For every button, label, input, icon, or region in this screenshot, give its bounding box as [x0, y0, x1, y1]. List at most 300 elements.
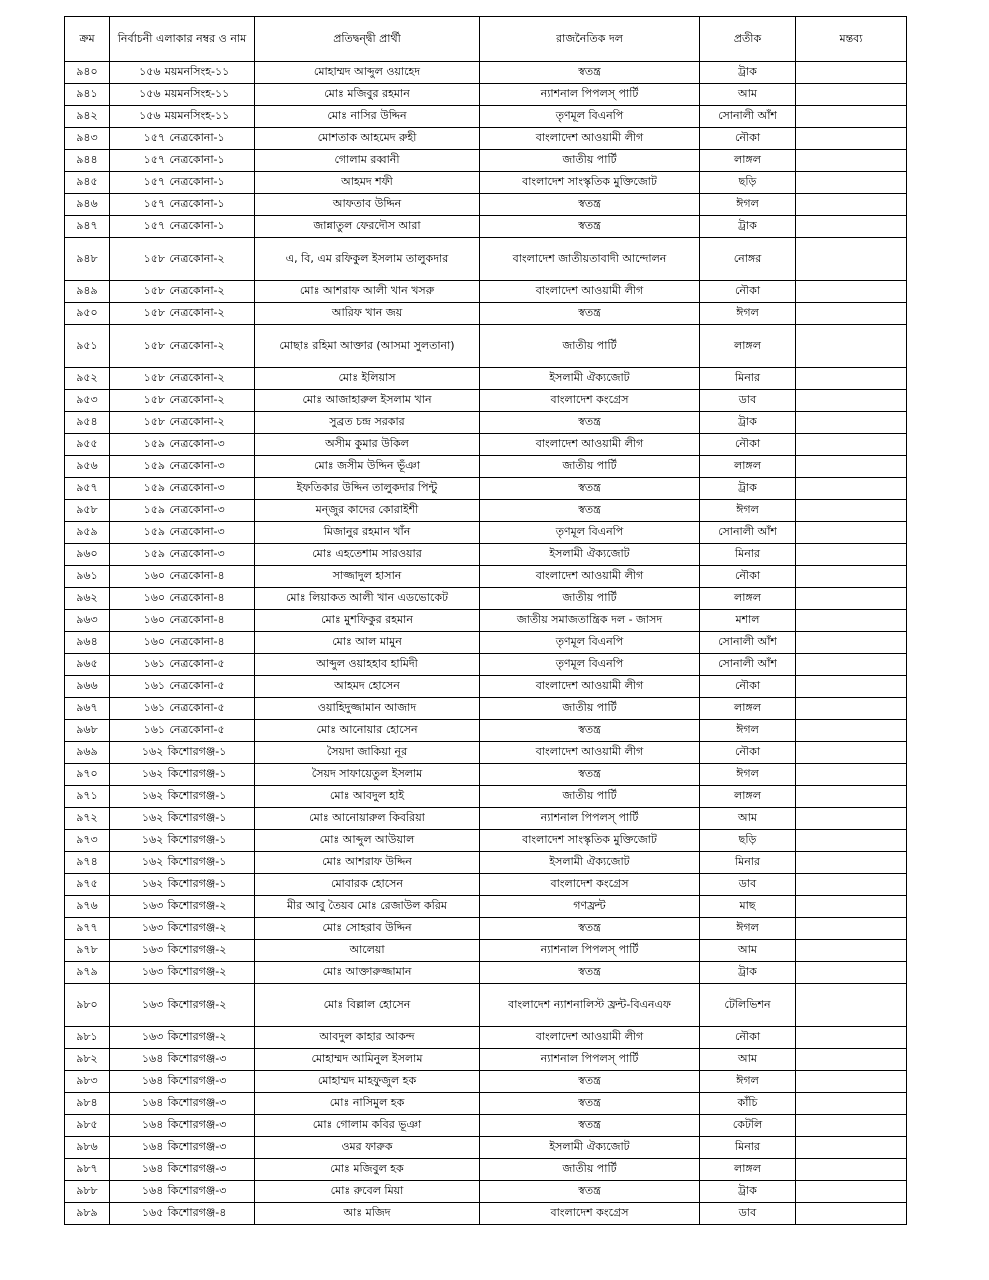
cell-area [110, 128, 255, 150]
table-row [65, 62, 907, 84]
cell-serial: ৯৭৭ [65, 918, 110, 940]
cell-serial: ৯৬৩ [65, 610, 110, 632]
cell-symbol: ছড়ি [700, 830, 796, 852]
cell-candidate: মোঃ রুবেল মিয়া [255, 1181, 480, 1203]
cell-candidate: মোঃ নাসিমুল হক [255, 1093, 480, 1115]
cell-area [110, 522, 255, 544]
cell-remarks [796, 940, 907, 962]
cell-serial: ৯৭৬ [65, 896, 110, 918]
cell-remarks [796, 106, 907, 128]
cell-candidate: মোঃ আশরাফ আলী খান খসরু [255, 281, 480, 303]
cell-remarks [796, 918, 907, 940]
table-row [65, 962, 907, 984]
cell-serial: ৯৪২ [65, 106, 110, 128]
cell-party: ন্যাশনাল পিপলস্ পার্টি [480, 1049, 700, 1071]
area-name: নেত্রকোনা-১ [169, 131, 225, 145]
area-number: ১৬৪ [141, 1162, 164, 1176]
cell-remarks [796, 588, 907, 610]
cell-symbol: ছড়ি [700, 172, 796, 194]
cell-serial: ৯৫৩ [65, 390, 110, 412]
cell-remarks [796, 412, 907, 434]
cell-serial: ৯৮৫ [65, 1115, 110, 1137]
cell-area [110, 918, 255, 940]
cell-symbol: মিনার [700, 544, 796, 566]
area-name: কিশোরগঞ্জ-২ [167, 899, 227, 913]
cell-candidate: ওয়াহিদুজ্জামান আজাদ [255, 698, 480, 720]
cell-serial: ৯৭৪ [65, 852, 110, 874]
cell-symbol: ট্রাক [700, 478, 796, 500]
cell-symbol: কেটলি [700, 1115, 796, 1137]
cell-party: বাংলাদেশ আওয়ামী লীগ [480, 676, 700, 698]
cell-remarks [796, 478, 907, 500]
header-candidate: প্রতিদ্বন্দ্বী প্রার্থী [255, 17, 480, 62]
cell-area [110, 172, 255, 194]
cell-candidate: মোহাম্মদ মাহফুজুল হক [255, 1071, 480, 1093]
cell-candidate: আরিফ খান জয় [255, 303, 480, 325]
cell-symbol: ট্রাক [700, 962, 796, 984]
cell-candidate: মোঃ আনোয়ারুল কিবরিয়া [255, 808, 480, 830]
cell-candidate: অসীম কুমার উকিল [255, 434, 480, 456]
table-row [65, 1071, 907, 1093]
table-row [65, 808, 907, 830]
cell-serial: ৯৮৭ [65, 1159, 110, 1181]
cell-serial: ৯৭৫ [65, 874, 110, 896]
cell-area [110, 1203, 255, 1225]
area-number: ১৬৩ [141, 899, 164, 913]
cell-remarks [796, 962, 907, 984]
area-number: ১৫৯ [143, 459, 166, 473]
cell-remarks [796, 216, 907, 238]
cell-remarks [796, 742, 907, 764]
cell-remarks [796, 522, 907, 544]
cell-area [110, 984, 255, 1027]
table-row [65, 172, 907, 194]
cell-area [110, 610, 255, 632]
cell-party: বাংলাদেশ জাতীয়তাবাদী আন্দোলন [480, 238, 700, 281]
cell-area [110, 1115, 255, 1137]
cell-party: স্বতন্ত্র [480, 918, 700, 940]
area-name: নেত্রকোনা-৪ [169, 613, 225, 627]
area-number: ১৫৯ [143, 481, 166, 495]
area-number: ১৬৫ [141, 1206, 164, 1220]
table-row [65, 918, 907, 940]
table-row [65, 610, 907, 632]
table-row [65, 500, 907, 522]
cell-remarks [796, 238, 907, 281]
cell-symbol: নৌকা [700, 676, 796, 698]
cell-serial: ৯৪৭ [65, 216, 110, 238]
area-number: ১৬২ [141, 789, 164, 803]
cell-serial: ৯৭২ [65, 808, 110, 830]
cell-remarks [796, 368, 907, 390]
cell-area [110, 588, 255, 610]
cell-party: স্বতন্ত্র [480, 194, 700, 216]
cell-remarks [796, 566, 907, 588]
cell-serial: ৯৫২ [65, 368, 110, 390]
cell-serial: ৯৪১ [65, 84, 110, 106]
cell-party: জাতীয় পার্টি [480, 698, 700, 720]
area-name: ময়মনসিংহ-১১ [164, 109, 230, 123]
area-number: ১৫৮ [143, 284, 166, 298]
cell-party: বাংলাদেশ আওয়ামী লীগ [480, 566, 700, 588]
cell-party: তৃণমূল বিএনপি [480, 522, 700, 544]
cell-remarks [796, 1027, 907, 1049]
cell-candidate: মোঃ মুশফিকুর রহমান [255, 610, 480, 632]
area-name: নেত্রকোনা-২ [169, 338, 225, 352]
cell-candidate: আবদুল কাহার আকন্দ [255, 1027, 480, 1049]
cell-candidate: আঃ মজিদ [255, 1203, 480, 1225]
cell-symbol: লাঙ্গল [700, 1159, 796, 1181]
cell-serial: ৯৫০ [65, 303, 110, 325]
cell-symbol: ঈগল [700, 500, 796, 522]
cell-candidate: মোবারক হোসেন [255, 874, 480, 896]
cell-area [110, 808, 255, 830]
cell-remarks [796, 434, 907, 456]
cell-area [110, 1093, 255, 1115]
cell-candidate: মীর আবু তৈয়ব মোঃ রেজাউল করিম [255, 896, 480, 918]
cell-candidate: মোশতাক আহমেদ রুহী [255, 128, 480, 150]
cell-candidate: আহমদ হোসেন [255, 676, 480, 698]
cell-remarks [796, 632, 907, 654]
cell-candidate: সৈয়দ সাফায়েতুল ইসলাম [255, 764, 480, 786]
cell-party: ইসলামী ঐক্যজোট [480, 368, 700, 390]
cell-party: জাতীয় পার্টি [480, 786, 700, 808]
cell-candidate: মোহাম্মদ আব্দুল ওয়াহেদ [255, 62, 480, 84]
cell-party: গণফ্রন্ট [480, 896, 700, 918]
table-row [65, 128, 907, 150]
cell-remarks [796, 544, 907, 566]
cell-candidate: মোঃ আনোয়ার হোসেন [255, 720, 480, 742]
cell-symbol: মশাল [700, 610, 796, 632]
cell-party: বাংলাদেশ আওয়ামী লীগ [480, 434, 700, 456]
cell-party: স্বতন্ত্র [480, 1181, 700, 1203]
area-name: কিশোরগঞ্জ-২ [167, 965, 227, 979]
table-row [65, 742, 907, 764]
cell-area [110, 720, 255, 742]
area-number: ১৬৪ [141, 1140, 164, 1154]
table-row [65, 676, 907, 698]
cell-serial: ৯৬৭ [65, 698, 110, 720]
header-party: রাজনৈতিক দল [480, 17, 700, 62]
cell-symbol: ট্রাক [700, 216, 796, 238]
cell-party: ইসলামী ঐক্যজোট [480, 852, 700, 874]
cell-area [110, 303, 255, 325]
area-number: ১৫৭ [143, 153, 166, 167]
cell-symbol: লাঙ্গল [700, 786, 796, 808]
area-name: কিশোরগঞ্জ-১ [167, 877, 227, 891]
cell-candidate: মোছাঃ রহিমা আক্তার (আসমা সুলতানা) [255, 325, 480, 368]
area-name: কিশোরগঞ্জ-৩ [167, 1118, 227, 1132]
table-row [65, 478, 907, 500]
cell-party: স্বতন্ত্র [480, 1071, 700, 1093]
area-name: নেত্রকোনা-৫ [169, 657, 225, 671]
cell-area [110, 830, 255, 852]
cell-symbol: লাঙ্গল [700, 456, 796, 478]
cell-area [110, 1159, 255, 1181]
area-number: ১৬৪ [141, 1184, 164, 1198]
area-name: নেত্রকোনা-৪ [169, 635, 225, 649]
cell-serial: ৯৭৯ [65, 962, 110, 984]
area-name: কিশোরগঞ্জ-৩ [167, 1074, 227, 1088]
cell-party: বাংলাদেশ আওয়ামী লীগ [480, 1027, 700, 1049]
header-remarks: মন্তব্য [796, 17, 907, 62]
table-row [65, 720, 907, 742]
cell-serial: ৯৭১ [65, 786, 110, 808]
cell-candidate: আফতাব উদ্দিন [255, 194, 480, 216]
cell-candidate: মোঃ আল মামুন [255, 632, 480, 654]
cell-area [110, 940, 255, 962]
table-row [65, 1093, 907, 1115]
cell-remarks [796, 1093, 907, 1115]
table-row [65, 984, 907, 1027]
cell-remarks [796, 786, 907, 808]
table-row [65, 84, 907, 106]
area-number: ১৬০ [143, 569, 166, 583]
area-name: নেত্রকোনা-১ [169, 153, 225, 167]
area-number: ১৬২ [141, 767, 164, 781]
cell-area [110, 852, 255, 874]
cell-candidate: মোঃ আবদুল হাই [255, 786, 480, 808]
cell-remarks [796, 808, 907, 830]
cell-candidate: জান্নাতুল ফেরদৌস আরা [255, 216, 480, 238]
cell-remarks [796, 676, 907, 698]
area-number: ১৬৩ [141, 965, 164, 979]
header-row [65, 17, 907, 62]
cell-symbol: মিনার [700, 1137, 796, 1159]
table-row [65, 281, 907, 303]
cell-candidate: মোহাম্মদ আমিনুল ইসলাম [255, 1049, 480, 1071]
cell-serial: ৯৬৮ [65, 720, 110, 742]
cell-candidate: মোঃ এহতেশাম সারওয়ার [255, 544, 480, 566]
cell-party: স্বতন্ত্র [480, 412, 700, 434]
area-name: কিশোরগঞ্জ-১ [167, 745, 227, 759]
area-number: ১৬৩ [141, 997, 164, 1011]
area-name: কিশোরগঞ্জ-৩ [167, 1052, 227, 1066]
cell-area [110, 676, 255, 698]
cell-area [110, 390, 255, 412]
cell-remarks [796, 1049, 907, 1071]
cell-party: বাংলাদেশ আওয়ামী লীগ [480, 742, 700, 764]
cell-area [110, 456, 255, 478]
table-row [65, 368, 907, 390]
cell-remarks [796, 62, 907, 84]
cell-symbol: মিনার [700, 852, 796, 874]
cell-party: তৃণমূল বিএনপি [480, 106, 700, 128]
cell-area [110, 654, 255, 676]
area-name: কিশোরগঞ্জ-১ [167, 767, 227, 781]
table-row [65, 150, 907, 172]
cell-party: ন্যাশনাল পিপলস্ পার্টি [480, 808, 700, 830]
area-number: ১৫৬ [139, 109, 161, 123]
cell-area [110, 764, 255, 786]
cell-party: ন্যাশনাল পিপলস্ পার্টি [480, 940, 700, 962]
area-name: নেত্রকোনা-২ [169, 306, 225, 320]
table-row [65, 194, 907, 216]
header-serial: ক্রম [65, 17, 110, 62]
area-number: ১৬৩ [141, 943, 164, 957]
table-row [65, 216, 907, 238]
cell-serial: ৯৭৩ [65, 830, 110, 852]
area-number: ১৫৯ [143, 437, 166, 451]
cell-area [110, 62, 255, 84]
cell-remarks [796, 456, 907, 478]
cell-symbol: নৌকা [700, 128, 796, 150]
table-row [65, 786, 907, 808]
cell-serial: ৯৮০ [65, 984, 110, 1027]
area-number: ১৬৪ [141, 1052, 164, 1066]
area-number: ১৫৮ [143, 251, 166, 265]
cell-symbol: ঈগল [700, 194, 796, 216]
table-row [65, 764, 907, 786]
cell-symbol: ট্রাক [700, 62, 796, 84]
cell-candidate: আলেয়া [255, 940, 480, 962]
area-number: ১৫৯ [143, 503, 166, 517]
cell-serial: ৯৮৯ [65, 1203, 110, 1225]
cell-symbol: ঈগল [700, 1071, 796, 1093]
cell-party: ন্যাশনাল পিপলস্ পার্টি [480, 84, 700, 106]
cell-symbol: নৌকা [700, 434, 796, 456]
cell-remarks [796, 698, 907, 720]
cell-serial: ৯৮২ [65, 1049, 110, 1071]
cell-symbol: নৌকা [700, 1027, 796, 1049]
table-row [65, 434, 907, 456]
cell-area [110, 874, 255, 896]
cell-remarks [796, 194, 907, 216]
cell-remarks [796, 1115, 907, 1137]
area-number: ১৫৭ [143, 197, 166, 211]
cell-candidate: মোঃ গোলাম কবির ভূঞা [255, 1115, 480, 1137]
cell-symbol: ডাব [700, 1203, 796, 1225]
cell-area [110, 150, 255, 172]
area-name: নেত্রকোনা-১ [169, 175, 225, 189]
area-number: ১৫৮ [143, 371, 166, 385]
cell-party: জাতীয় পার্টি [480, 456, 700, 478]
area-name: ময়মনসিংহ-১১ [164, 65, 230, 79]
cell-area [110, 1049, 255, 1071]
area-number: ১৫৮ [143, 338, 166, 352]
area-name: কিশোরগঞ্জ-৪ [167, 1206, 227, 1220]
area-name: নেত্রকোনা-৫ [169, 701, 225, 715]
cell-serial: ৯৪৯ [65, 281, 110, 303]
cell-remarks [796, 610, 907, 632]
cell-remarks [796, 390, 907, 412]
cell-symbol: সোনালী আঁশ [700, 654, 796, 676]
cell-serial: ৯৪৫ [65, 172, 110, 194]
cell-area [110, 962, 255, 984]
area-name: নেত্রকোনা-৪ [169, 591, 225, 605]
area-name: কিশোরগঞ্জ-৩ [167, 1184, 227, 1198]
area-number: ১৫৭ [143, 219, 166, 233]
cell-party: বাংলাদেশ সাংস্কৃতিক মুক্তিজোট [480, 830, 700, 852]
cell-area [110, 368, 255, 390]
table-row [65, 896, 907, 918]
area-name: কিশোরগঞ্জ-২ [167, 997, 227, 1011]
cell-symbol: লাঙ্গল [700, 588, 796, 610]
cell-party: বাংলাদেশ কংগ্রেস [480, 390, 700, 412]
area-name: নেত্রকোনা-৫ [169, 723, 225, 737]
cell-party: জাতীয় পার্টি [480, 1159, 700, 1181]
area-name: কিশোরগঞ্জ-১ [167, 833, 227, 847]
cell-party: স্বতন্ত্র [480, 764, 700, 786]
cell-remarks [796, 1159, 907, 1181]
cell-candidate: সাজ্জাদুল হাসান [255, 566, 480, 588]
area-name: কিশোরগঞ্জ-১ [167, 855, 227, 869]
cell-serial: ৯৫৮ [65, 500, 110, 522]
area-number: ১৫৮ [143, 415, 166, 429]
cell-symbol: মাছ [700, 896, 796, 918]
area-name: নেত্রকোনা-৫ [169, 679, 225, 693]
cell-serial: ৯৮৬ [65, 1137, 110, 1159]
cell-symbol: ঈগল [700, 303, 796, 325]
area-name: নেত্রকোনা-২ [169, 415, 225, 429]
table-body [65, 62, 907, 1225]
area-number: ১৫৬ [139, 87, 161, 101]
cell-candidate: আব্দুল ওয়াহহাব হামিদী [255, 654, 480, 676]
cell-remarks [796, 720, 907, 742]
table-row [65, 544, 907, 566]
area-name: কিশোরগঞ্জ-১ [167, 789, 227, 803]
cell-area [110, 742, 255, 764]
table-row [65, 940, 907, 962]
cell-area [110, 500, 255, 522]
table-row [65, 522, 907, 544]
cell-area [110, 281, 255, 303]
area-name: কিশোরগঞ্জ-২ [167, 1030, 227, 1044]
area-number: ১৬১ [143, 701, 166, 715]
cell-area [110, 84, 255, 106]
cell-candidate: আহমদ শফী [255, 172, 480, 194]
cell-serial: ৯৬৯ [65, 742, 110, 764]
cell-remarks [796, 1181, 907, 1203]
cell-serial: ৯৪৬ [65, 194, 110, 216]
cell-serial: ৯৫৯ [65, 522, 110, 544]
cell-party: বাংলাদেশ কংগ্রেস [480, 874, 700, 896]
cell-remarks [796, 764, 907, 786]
cell-symbol: লাঙ্গল [700, 150, 796, 172]
cell-candidate: মোঃ আব্দুল আউয়াল [255, 830, 480, 852]
area-name: নেত্রকোনা-১ [169, 197, 225, 211]
cell-serial: ৯৫৪ [65, 412, 110, 434]
cell-serial: ৯৮৪ [65, 1093, 110, 1115]
cell-symbol: আম [700, 84, 796, 106]
cell-candidate: এ, বি, এম রফিকুল ইসলাম তালুকদার [255, 238, 480, 281]
area-number: ১৬১ [143, 679, 166, 693]
area-name: নেত্রকোনা-৩ [169, 459, 225, 473]
cell-candidate: মিজানুর রহমান খাঁন [255, 522, 480, 544]
cell-serial: ৯৪৪ [65, 150, 110, 172]
cell-remarks [796, 150, 907, 172]
area-name: নেত্রকোনা-৪ [169, 569, 225, 583]
area-name: নেত্রকোনা-২ [169, 251, 225, 265]
cell-symbol: লাঙ্গল [700, 698, 796, 720]
cell-remarks [796, 1071, 907, 1093]
cell-remarks [796, 1137, 907, 1159]
table-row [65, 106, 907, 128]
table-row [65, 566, 907, 588]
cell-serial: ৯৮৮ [65, 1181, 110, 1203]
table-row [65, 1181, 907, 1203]
cell-symbol: ট্রাক [700, 1181, 796, 1203]
table-row [65, 390, 907, 412]
cell-area [110, 106, 255, 128]
cell-serial: ৯৭০ [65, 764, 110, 786]
area-name: কিশোরগঞ্জ-৩ [167, 1140, 227, 1154]
cell-symbol: ডাব [700, 390, 796, 412]
area-number: ১৬৪ [141, 1118, 164, 1132]
cell-candidate: মোঃ মজিবুর রহমান [255, 84, 480, 106]
table-row [65, 456, 907, 478]
cell-remarks [796, 84, 907, 106]
